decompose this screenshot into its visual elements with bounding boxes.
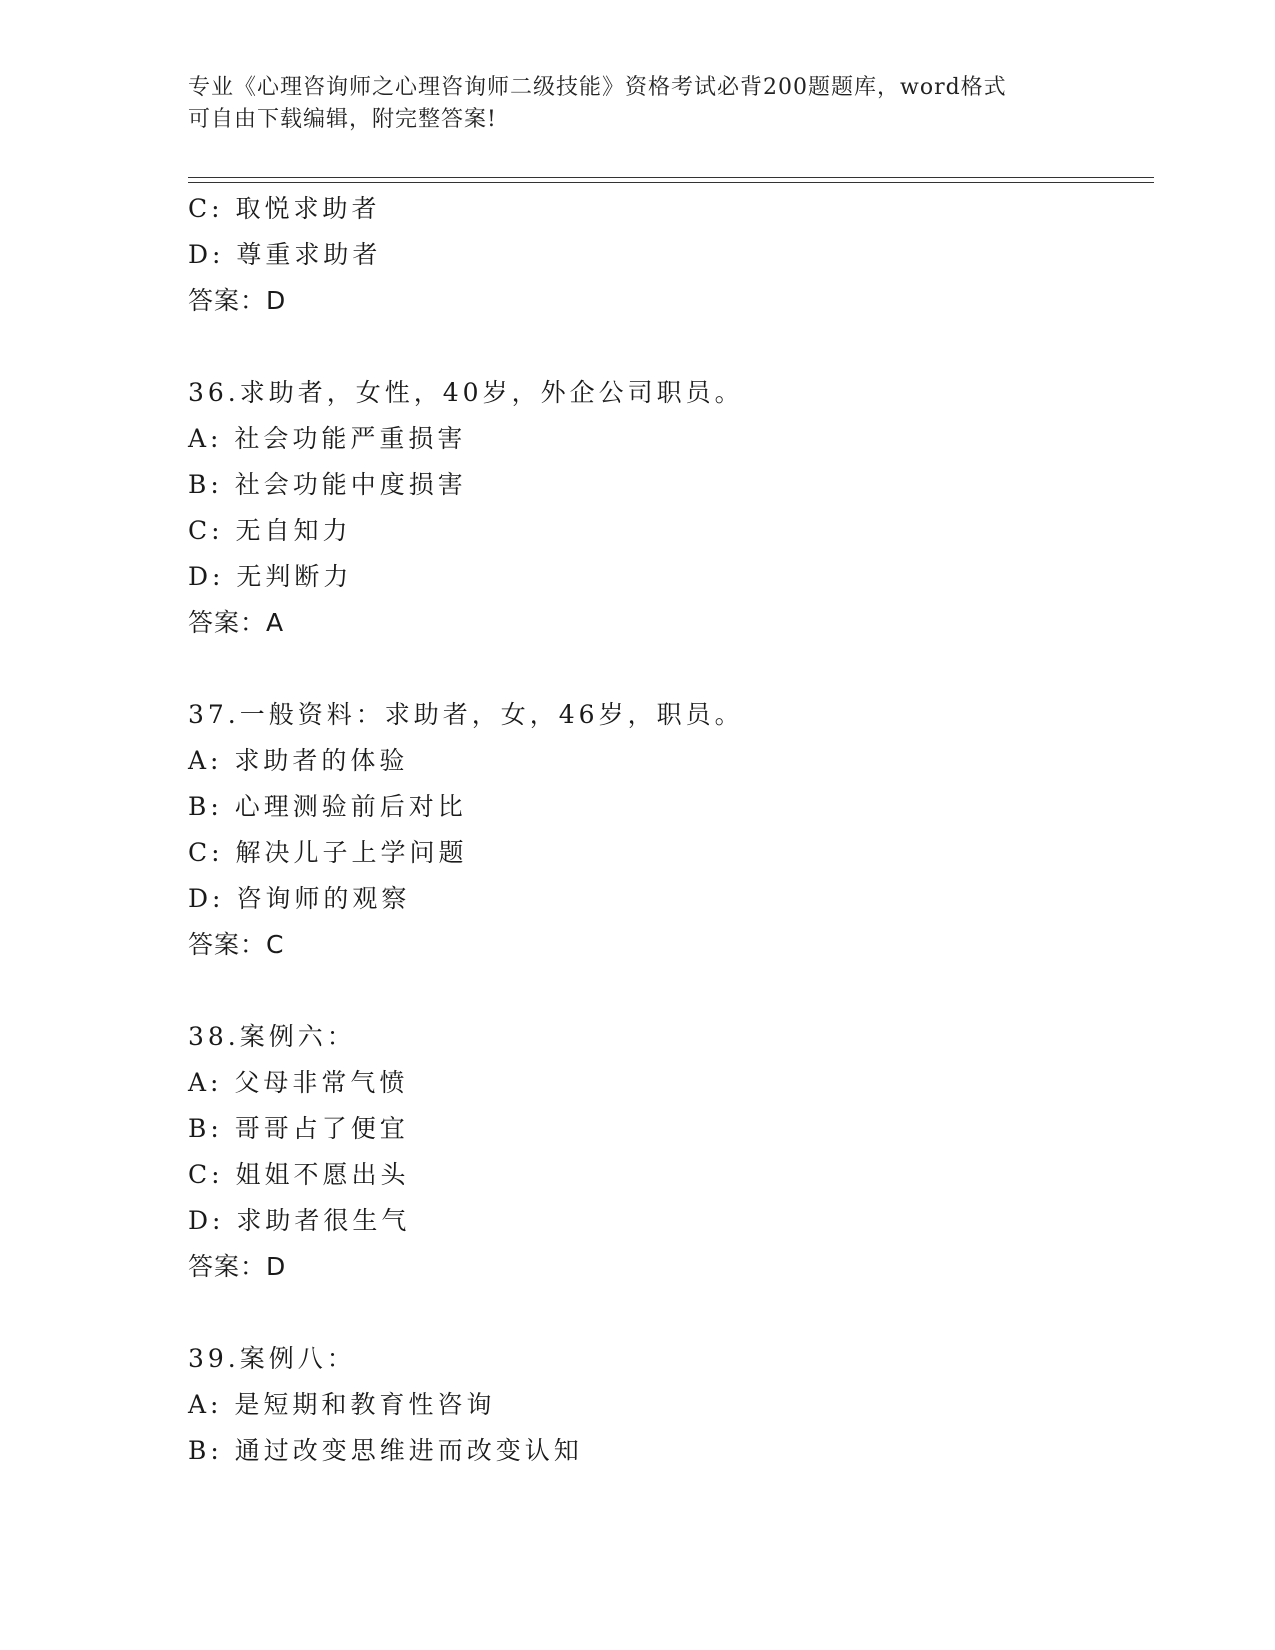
option-d: D: 无判断力 <box>188 562 353 591</box>
option-a: A: 是短期和教育性咨询 <box>188 1390 496 1419</box>
option-d: D: 咨询师的观察 <box>188 884 411 913</box>
option-b: B: 通过改变思维进而改变认知 <box>188 1436 583 1465</box>
question-block <box>188 692 1148 968</box>
option-c: C: 取悦求助者 <box>188 194 381 223</box>
question-stem: 36.求助者，女性，40岁，外企公司职员。 <box>188 378 744 407</box>
answer-line: 答案：D <box>188 286 287 315</box>
option-a: A: 求助者的体验 <box>188 746 409 775</box>
option-c: C: 无自知力 <box>188 516 352 545</box>
option-a: A: 父母非常气愤 <box>188 1068 409 1097</box>
question-block <box>188 186 1148 324</box>
option-d: D: 尊重求助者 <box>188 240 382 269</box>
question-block <box>188 370 1148 646</box>
option-d: D: 求助者很生气 <box>188 1206 411 1235</box>
question-stem: 38.案例六： <box>188 1022 356 1051</box>
option-c: C: 解决儿子上学问题 <box>188 838 468 867</box>
option-b: B: 社会功能中度损害 <box>188 470 467 499</box>
option-b: B: 哥哥占了便宜 <box>188 1114 409 1143</box>
answer-line: 答案：C <box>188 930 285 959</box>
option-b: B: 心理测验前后对比 <box>188 792 467 821</box>
page-header <box>188 72 1088 136</box>
option-c: C: 姐姐不愿出头 <box>188 1160 410 1189</box>
header-divider-top <box>188 177 1154 178</box>
header-divider-bottom <box>188 182 1154 183</box>
answer-line: 答案：A <box>188 608 285 637</box>
answer-line: 答案：D <box>188 1252 287 1281</box>
header-line-2: 可自由下载编辑，附完整答案! <box>188 107 497 132</box>
question-stem: 37.一般资料：求助者，女，46岁，职员。 <box>188 700 744 729</box>
question-block <box>188 1014 1148 1290</box>
header-line-1: 专业《心理咨询师之心理咨询师二级技能》资格考试必背200题题库，word格式 <box>188 75 1007 100</box>
question-stem: 39.案例八： <box>188 1344 356 1373</box>
question-list <box>188 186 1148 1474</box>
question-block <box>188 1336 1148 1474</box>
option-a: A: 社会功能严重损害 <box>188 424 467 453</box>
